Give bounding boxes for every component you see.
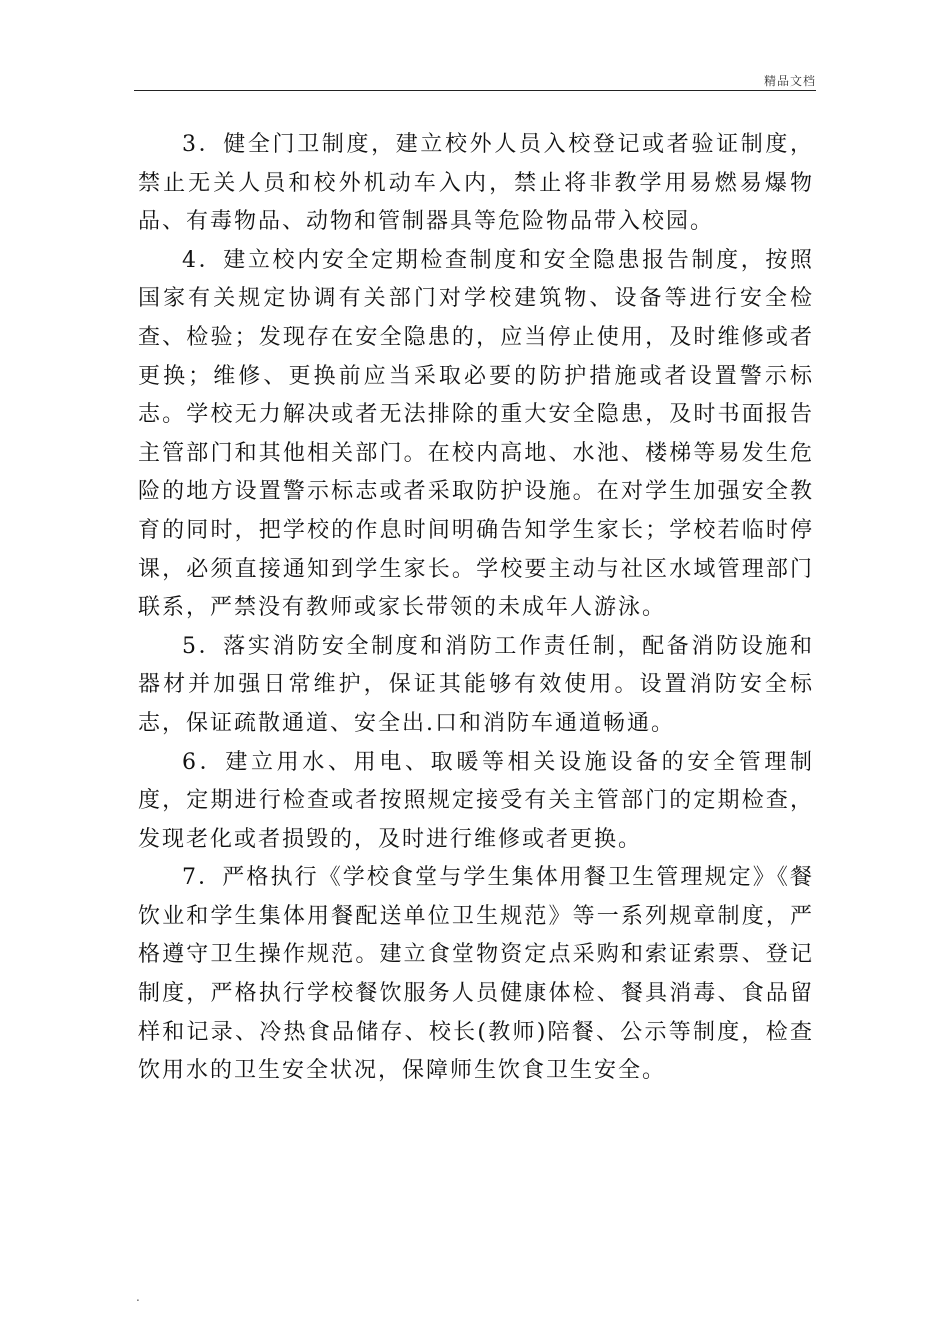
paragraph-3: 3．健全门卫制度，建立校外人员入校登记或者验证制度，禁止无关人员和校外机动车入内，禁止将非教学用易燃易爆物品、有毒物品、动物和管制器具等危险物品带入校园。 (138, 132, 814, 235)
paragraph-4: 4．建立校内安全定期检查制度和安全隐患报告制度，按照国家有关规定协调有关部门对学校建筑物、设备等进行安全检查、检验；发现存在安全隐患的，应当停止使用，及时维修或者更换；维修、更换前应当采取必要的防护措施或者设置警示标志。学校无力解决或者无法排除的重大安全隐患，及时书面报告主管部门和其他相关部门。在校内高地、水池、楼梯等易发生危险的地方设置警示标志或者采取防护设施。在对学生加强安全教育的同时，把学校的作息时间明确告知学生家长；学校若临时停课，必须直接通知到学生家长。学校要主动与社区水域管理部门联系，严禁没有教师或家长带领的未成年人游泳。 (138, 247, 814, 621)
footer-mark: . (136, 1290, 140, 1304)
paragraph-6: 6．建立用水、用电、取暖等相关设施设备的安全管理制度，定期进行检查或者按照规定接受有关主管部门的定期检查，发现老化或者损毁的，及时进行维修或者更换。 (138, 749, 814, 852)
paragraph-7: 7．严格执行《学校食堂与学生集体用餐卫生管理规定》《餐饮业和学生集体用餐配送单位卫生规范》等一系列规章制度，严格遵守卫生操作规范。建立食堂物资定点采购和索证索票、登记制度，严格执行学校餐饮服务人员健康体检、餐具消毒、食品留样和记录、冷热食品储存、校长(教师)陪餐、公示等制度，检查饮用水的卫生安全状况，保障师生饮食卫生安全。 (138, 865, 814, 1084)
header-label: 精品文档 (763, 74, 816, 88)
paragraph-5: 5．落实消防安全制度和消防工作责任制，配备消防设施和器材并加强日常维护，保证其能够有效使用。设置消防安全标志，保证疏散通道、安全出.口和消防车通道畅通。 (138, 633, 814, 736)
document-body (138, 126, 814, 1091)
page-header (134, 70, 816, 91)
